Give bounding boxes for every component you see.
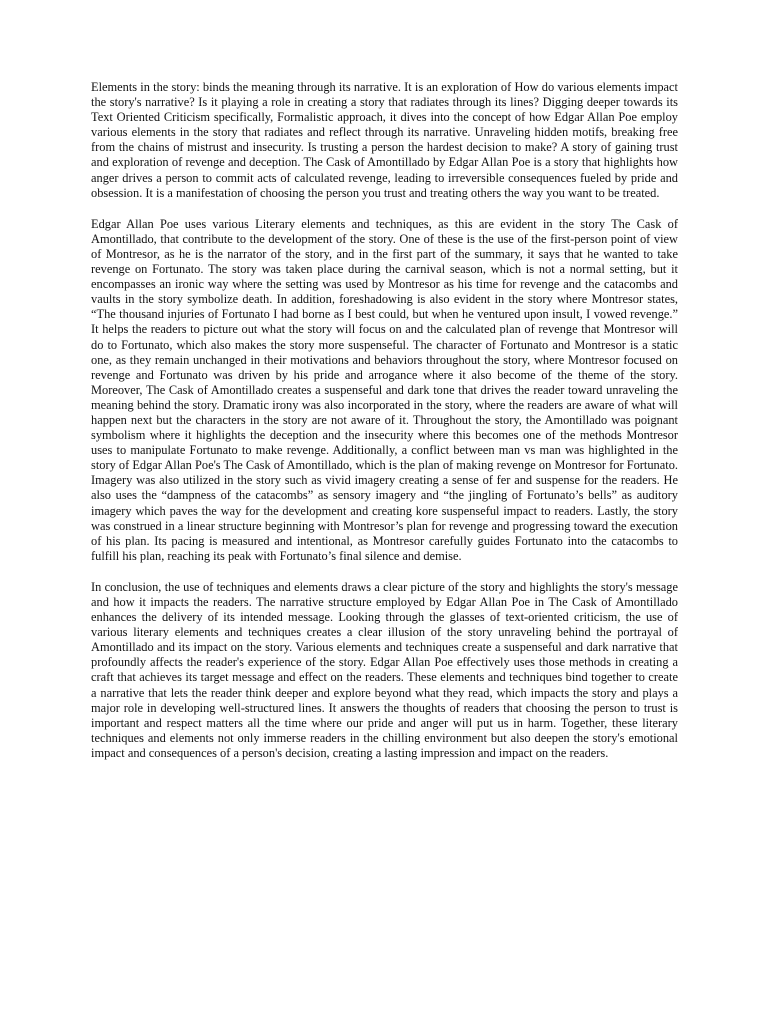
- paragraph-conclusion: In conclusion, the use of techniques and elements draws a clear picture of the story and highlights the story's message and how it impacts the readers. The narrative structure employed by Edgar Allan Poe in The Cask of Amontillado enhances the delivery of its intended message. Looking through the glasses of text-oriented criticism, the use of various literary elements and techniques creates a clear illusion of the story unraveling behind the portrayal of Amontillado and its impact on the story. Various elements and techniques create a suspenseful and dark narrative that profoundly affects the reader's experience of the story. Edgar Allan Poe effectively uses those methods in creating a craft that achieves its target message and effect on the readers. These elements and techniques bind together to create a narrative that lets the reader think deeper and explore beyond what they read, which impacts the story and plays a major role in developing well-structured lines. It answers the thoughts of readers that choosing the person to trust is important and respect matters all the time where our pride and anger will put us in harm. Together, these literary techniques and elements not only immerse readers in the chilling environment but also deepen the story's emotional impact and consequences of a person's decision, creating a lasting impression and impact on the readers.: [91, 579, 678, 760]
- paragraph-introduction: Elements in the story: binds the meaning through its narrative. It is an exploration of How do various elements impact the story's narrative? Is it playing a role in creating a story that radiates through its lines? Digging deeper towards its Text Oriented Criticism specifically, Formalistic approach, it dives into the concept of how Edgar Allan Poe employ various elements in the story that radiates and reflect through its narrative. Unraveling hidden motifs, breaking free from the chains of mistrust and insecurity. Is trusting a person the hardest decision to make? A story of gaining trust and exploration of revenge and deception. The Cask of Amontillado by Edgar Allan Poe is a story that highlights how anger drives a person to commit acts of calculated revenge, leading to irreversible consequences fueled by pride and obsession. It is a manifestation of choosing the person you trust and treating others the way you want to be treated.: [91, 80, 678, 200]
- paragraph-analysis: Edgar Allan Poe uses various Literary elements and techniques, as this are evident in the story The Cask of Amontillado, that contribute to the development of the story. One of these is the use of the first-person point of view of Montresor, as he is the narrator of the story, and in the first part of the summary, it says that he wanted to take revenge on Fortunato. The story was taken place during the carnival season, which is not a normal setting, but it encompasses an ironic way where the setting was used by Montresor as his time for revenge and the catacombs and vaults in the story symbolize death. In addition, foreshadowing is also evident in the story where Montresor states, “The thousand injuries of Fortunato I had borne as I best could, but when he ventured upon insult, I vowed revenge.” It helps the readers to picture out what the story will focus on and the calculated plan of revenge that Montresor will do to Fortunato, which also makes the story more suspenseful. The character of Fortunato and Montresor is a static one, as they remain unchanged in their motivations and behaviors throughout the story, where Montresor focused on revenge and Fortunato was driven by his pride and arrogance where it also become of the theme of the story. Moreover, The Cask of Amontillado creates a suspenseful and dark tone that drives the reader toward unraveling the meaning behind the story. Dramatic irony was also incorporated in the story, where the readers are aware of what will happen next but the characters in the story are not aware of it. Throughout the story, the Amontillado was poignant symbolism where it highlights the deception and the insecurity where this becomes one of the methods Montresor uses to manipulate Fortunato to make revenge. Additionally, a conflict between man vs man was highlighted in the story of Edgar Allan Poe's The Cask of Amontillado, which is the plan of making revenge on Montresor for Fortunato. Imagery was also utilized in the story such as vivid imagery creating a sense of fer and suspense for the readers. He also uses the “dampness of the catacombs” as sensory imagery and “the jingling of Fortunato’s bells” as auditory imagery which paves the way for the development and creating kore suspenseful impact to readers. Lastly, the story was construed in a linear structure beginning with Montresor’s plan for revenge and progressing toward the execution of his plan. Its pacing is measured and intentional, as Montresor carefully guides Fortunato into the catacombs to fulfill his plan, reaching its peak with Fortunato’s final silence and demise.: [91, 216, 678, 563]
- document-body: [91, 80, 678, 777]
